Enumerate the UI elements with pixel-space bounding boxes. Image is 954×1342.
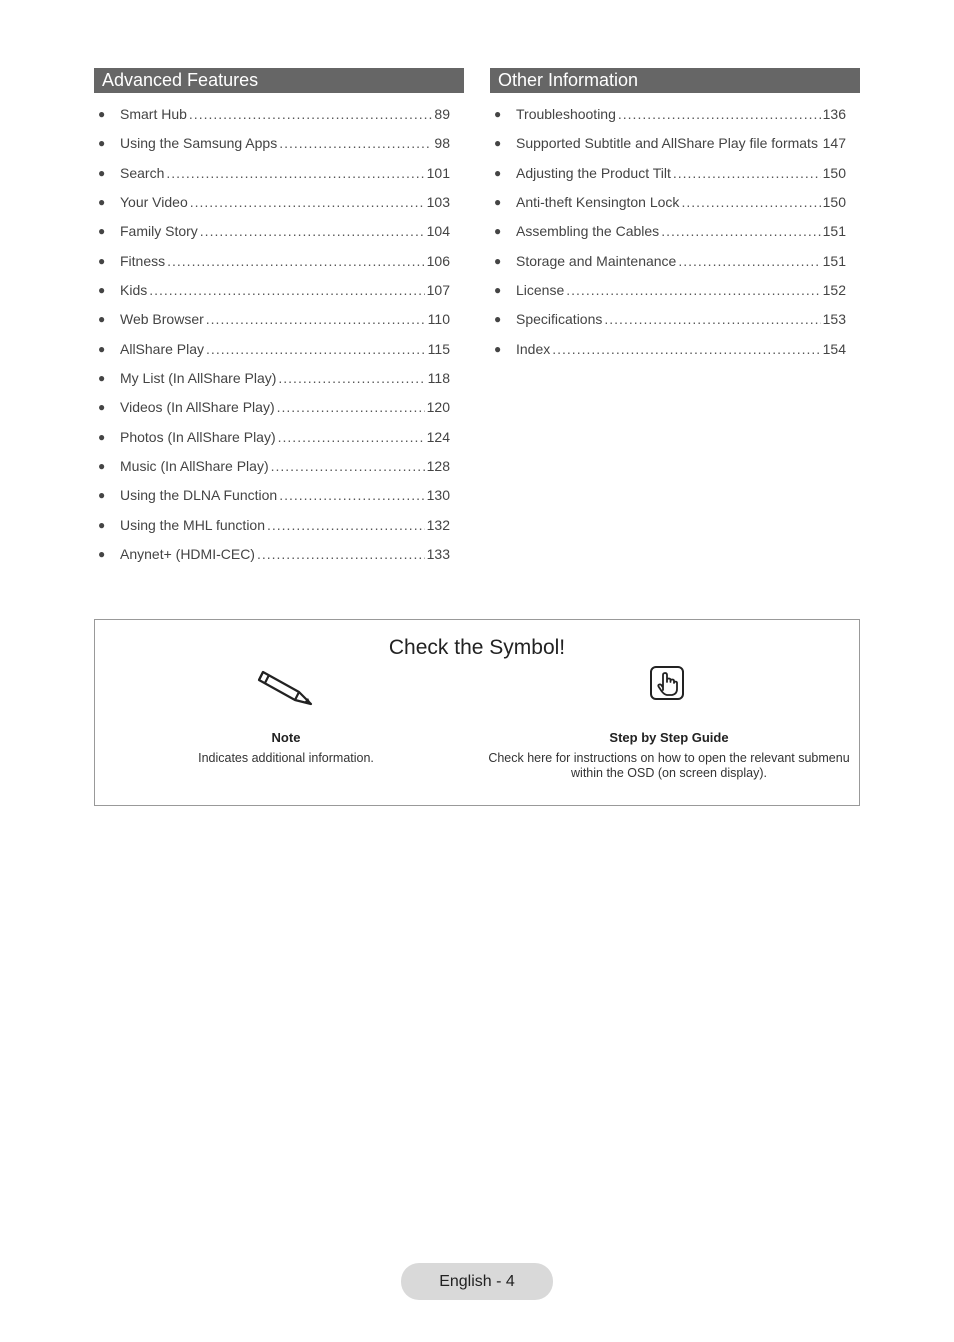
toc-entry-label: AllShare Play	[120, 340, 205, 357]
toc-entry-page: 89	[434, 106, 450, 122]
dot-leader	[271, 456, 425, 476]
dot-leader	[278, 427, 425, 447]
toc-entry-page: 147	[822, 135, 846, 152]
dot-leader	[257, 544, 425, 564]
toc-entry-label: Assembling the Cables	[516, 223, 660, 240]
dot-leader	[618, 104, 821, 124]
guide-description	[479, 751, 859, 781]
bullet-icon: ●	[98, 107, 106, 121]
toc-entry-page: 115	[427, 340, 450, 357]
dot-leader	[678, 251, 820, 271]
toc-entry	[490, 339, 860, 368]
toc-entry	[94, 280, 464, 309]
toc-entry-page: 120	[426, 399, 450, 416]
toc-entry	[94, 427, 464, 456]
toc-entry-page: 151	[822, 252, 846, 269]
advanced-features-list	[94, 104, 464, 574]
pencil-icon	[257, 666, 315, 713]
toc-entry	[94, 485, 464, 514]
toc-entry-page: 118	[427, 370, 450, 387]
dot-leader	[604, 309, 820, 329]
other-information-section	[490, 68, 860, 368]
toc-entry-label: My List (In AllShare Play)	[120, 370, 277, 387]
toc-entry-page: 136	[822, 106, 846, 122]
toc-entry-label: License	[516, 282, 565, 299]
toc-entry	[94, 515, 464, 544]
bullet-icon: ●	[98, 195, 106, 210]
toc-entry-label: Anti-theft Kensington Lock	[516, 194, 680, 211]
toc-entry-page: 110	[427, 311, 450, 328]
bullet-icon: ●	[98, 429, 106, 444]
toc-entry	[490, 309, 860, 338]
page-number-badge: English - 4	[401, 1263, 553, 1300]
toc-entry	[490, 251, 860, 280]
guide-description-line1: Check here for instructions on how to open the relevant submenu	[488, 751, 850, 765]
bullet-icon: ●	[494, 341, 502, 356]
bullet-icon: ●	[98, 517, 106, 532]
toc-entry	[490, 163, 860, 192]
toc-entry-page: 150	[822, 194, 846, 211]
toc-entry-label: Family Story	[120, 223, 198, 240]
other-information-heading: Other Information	[490, 68, 860, 93]
toc-entry	[490, 192, 860, 221]
toc-entry-label: Fitness	[120, 252, 166, 269]
bullet-icon: ●	[494, 195, 502, 210]
toc-entry-page: 124	[426, 428, 450, 445]
bullet-icon: ●	[494, 253, 502, 268]
toc-entry-label: Photos (In AllShare Play)	[120, 428, 276, 445]
dot-leader	[279, 485, 424, 505]
toc-entry-label: Using the Samsung Apps	[120, 135, 278, 152]
guide-description-line2: within the OSD (on screen display).	[571, 766, 767, 780]
dot-leader	[279, 133, 432, 153]
bullet-icon: ●	[494, 136, 502, 151]
toc-entry-label: Index	[516, 340, 551, 357]
toc-entry	[94, 339, 464, 368]
toc-entry-page: 152	[822, 282, 846, 299]
toc-entry-label: Adjusting the Product Tilt	[516, 164, 671, 181]
bullet-icon: ●	[98, 400, 106, 415]
advanced-features-section	[94, 68, 464, 574]
toc-entry-label: Storage and Maintenance	[516, 252, 677, 269]
dot-leader	[149, 280, 424, 300]
advanced-features-heading: Advanced Features	[94, 68, 464, 93]
toc-entry-label: Supported Subtitle and AllShare Play file formats	[516, 135, 818, 152]
toc-entry-page: 103	[426, 194, 450, 211]
dot-leader	[267, 515, 425, 535]
toc-entry-label: Web Browser	[120, 311, 204, 328]
toc-entry-label: Specifications	[516, 311, 603, 328]
dot-leader	[820, 133, 821, 153]
bullet-icon: ●	[98, 547, 106, 562]
toc-entry	[94, 163, 464, 192]
toc-entry-label: Search	[120, 164, 165, 181]
toc-entry	[94, 192, 464, 221]
toc-entry-page: 132	[426, 516, 450, 533]
toc-entry-label: Troubleshooting	[516, 106, 616, 122]
dot-leader	[673, 163, 821, 183]
dot-leader	[200, 221, 425, 241]
toc-entry	[490, 133, 860, 162]
toc-entry	[94, 251, 464, 280]
toc-entry-label: Music (In AllShare Play)	[120, 458, 269, 475]
bullet-icon: ●	[98, 459, 106, 474]
toc-entry-label: Using the MHL function	[120, 516, 265, 533]
toc-entry	[94, 221, 464, 250]
toc-entry-page: 133	[426, 546, 450, 563]
toc-entry-page: 128	[426, 458, 450, 475]
dot-leader	[206, 309, 426, 329]
toc-entry-label: Using the DLNA Function	[120, 487, 278, 504]
bullet-icon: ●	[98, 165, 106, 180]
guide-title: Step by Step Guide	[609, 730, 729, 745]
bullet-icon: ●	[494, 224, 502, 239]
toc-entry-page: 130	[426, 487, 450, 504]
toc-entry-label: Kids	[120, 282, 148, 299]
bullet-icon: ●	[494, 283, 502, 298]
toc-entry	[94, 456, 464, 485]
toc-entry	[490, 104, 860, 133]
hand-pointer-icon	[649, 665, 685, 706]
toc-entry	[94, 368, 464, 397]
toc-entry	[94, 397, 464, 426]
dot-leader	[681, 192, 820, 212]
bullet-icon: ●	[494, 312, 502, 327]
check-symbol-box	[94, 619, 860, 806]
toc-entry-label: Your Video	[120, 194, 188, 211]
toc-entry	[490, 280, 860, 309]
toc-entry-page: 101	[426, 164, 450, 181]
bullet-icon: ●	[494, 165, 502, 180]
bullet-icon: ●	[98, 224, 106, 239]
dot-leader	[166, 163, 424, 183]
check-symbol-title: Check the Symbol!	[388, 636, 566, 659]
bullet-icon: ●	[494, 107, 502, 121]
dot-leader	[278, 368, 425, 388]
bullet-icon: ●	[98, 488, 106, 503]
bullet-icon: ●	[98, 253, 106, 268]
bullet-icon: ●	[98, 312, 106, 327]
dot-leader	[189, 104, 433, 124]
dot-leader	[277, 397, 425, 417]
toc-entry	[94, 309, 464, 338]
other-information-list	[490, 104, 860, 368]
dot-leader	[661, 221, 820, 241]
toc-entry	[94, 133, 464, 162]
toc-entry-page: 154	[822, 340, 846, 357]
dot-leader	[566, 280, 820, 300]
toc-entry	[490, 221, 860, 250]
dot-leader	[552, 339, 820, 359]
dot-leader	[206, 339, 426, 359]
toc-entry-page: 150	[822, 164, 846, 181]
note-description: Indicates additional information.	[198, 751, 374, 765]
toc-entry-page: 107	[426, 282, 450, 299]
toc-entry	[94, 544, 464, 573]
dot-leader	[167, 251, 425, 271]
toc-entry-page: 153	[822, 311, 846, 328]
bullet-icon: ●	[98, 341, 106, 356]
toc-entry-page: 151	[822, 223, 846, 240]
toc-entry-page: 106	[426, 252, 450, 269]
toc-entry-page: 104	[426, 223, 450, 240]
note-title: Note	[271, 730, 301, 745]
bullet-icon: ●	[98, 371, 106, 386]
toc-entry-label: Smart Hub	[120, 106, 187, 122]
toc-entry-label: Anynet+ (HDMI-CEC)	[120, 546, 255, 563]
bullet-icon: ●	[98, 283, 106, 298]
bullet-icon: ●	[98, 136, 106, 151]
toc-entry-page: 98	[434, 135, 450, 152]
dot-leader	[190, 192, 425, 212]
toc-entry-label: Videos (In AllShare Play)	[120, 399, 275, 416]
toc-entry	[94, 104, 464, 133]
